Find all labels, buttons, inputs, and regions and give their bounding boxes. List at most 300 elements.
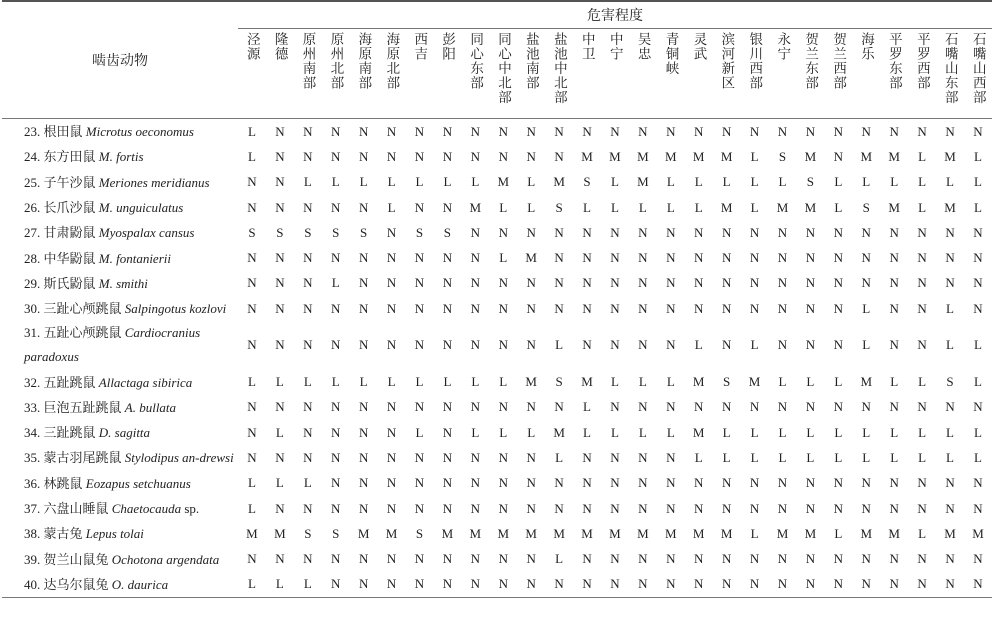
damage-level-cell: N — [414, 148, 425, 164]
damage-level-cell: N — [694, 551, 704, 567]
damage-level-cell: N — [498, 123, 508, 139]
damage-level-cell: L — [750, 424, 759, 440]
damage-level-cell: N — [694, 399, 704, 415]
damage-level-cell: N — [386, 224, 397, 240]
damage-level-cell: N — [833, 123, 844, 139]
damage-level-cell: M — [246, 525, 258, 541]
damage-level-cell: N — [470, 449, 481, 465]
region-header — [545, 29, 573, 119]
damage-level-cell: N — [582, 275, 592, 291]
damage-level-cell: L — [974, 449, 982, 465]
damage-level-cell: N — [805, 500, 816, 516]
damage-level-cell: N — [247, 250, 257, 266]
species-name-suffix: sp. — [181, 501, 200, 516]
damage-level-cell: L — [443, 174, 452, 190]
damage-level-cell: M — [469, 525, 482, 541]
damage-level-cell: N — [526, 337, 536, 353]
damage-level-cell: N — [917, 475, 927, 491]
damage-level-cell: M — [692, 148, 705, 164]
damage-level-cell: N — [470, 399, 481, 415]
species-latin-name: D. sagitta — [98, 425, 151, 441]
damage-level-cell: N — [275, 500, 285, 516]
damage-level-cell: L — [778, 374, 787, 390]
damage-level-cell: N — [777, 551, 788, 567]
damage-level-cell: L — [415, 424, 424, 440]
region-header — [266, 29, 294, 119]
damage-level-cell: N — [554, 300, 564, 316]
region-header — [489, 29, 517, 119]
region-label: 平罗西部 — [914, 32, 930, 90]
damage-level-cell: N — [414, 275, 425, 291]
damage-level-cell: N — [861, 224, 871, 240]
damage-level-cell: L — [359, 374, 368, 390]
species-number: 38. — [24, 526, 41, 542]
damage-level-cell: M — [888, 525, 900, 541]
damage-level-cell: L — [359, 174, 368, 190]
damage-level-cell: N — [303, 123, 313, 139]
damage-level-cell: N — [749, 123, 760, 139]
damage-level-cell: N — [554, 275, 564, 291]
damage-level-cell: N — [917, 337, 927, 353]
damage-level-cell: M — [888, 148, 900, 164]
damage-level-cell: L — [583, 199, 591, 215]
damage-level-cell: N — [638, 475, 648, 491]
damage-level-cell: M — [776, 199, 789, 215]
species-name-cell — [2, 496, 238, 521]
damage-level-cell: N — [769, 572, 797, 598]
damage-level-cell: L — [415, 174, 424, 190]
damage-level-cell: N — [666, 300, 676, 316]
damage-level-group-header: 危害程度 — [238, 1, 992, 29]
damage-level-cell: N — [601, 572, 629, 598]
damage-level-cell: L — [499, 374, 508, 390]
table-row — [2, 321, 992, 369]
damage-level-cell: M — [804, 525, 817, 541]
damage-level-cell: N — [386, 475, 397, 491]
damage-level-cell: L — [247, 500, 256, 516]
damage-level-cell: L — [387, 199, 396, 215]
damage-level-cell: L — [694, 337, 703, 353]
species-name-cell — [2, 420, 238, 445]
region-label: 原州北部 — [328, 32, 344, 90]
damage-level-cell: N — [526, 148, 536, 164]
damage-level-cell: L — [778, 174, 787, 190]
region-label: 同心东部 — [468, 32, 484, 90]
damage-level-cell: N — [973, 300, 983, 316]
damage-level-cell: N — [442, 399, 453, 415]
damage-level-cell: N — [638, 399, 648, 415]
damage-level-cell: N — [777, 224, 788, 240]
table-row — [2, 296, 992, 321]
damage-level-cell: N — [331, 337, 341, 353]
damage-level-cell: S — [332, 224, 340, 240]
table-row — [2, 220, 992, 245]
damage-level-cell: N — [805, 123, 816, 139]
damage-level-cell: N — [414, 500, 425, 516]
damage-level-cell: N — [275, 123, 285, 139]
damage-level-cell: N — [721, 224, 732, 240]
damage-level-cell: N — [610, 500, 620, 516]
damage-level-cell: S — [443, 224, 452, 240]
region-label: 永宁 — [775, 32, 791, 61]
damage-level-cell: N — [666, 399, 676, 415]
damage-level-cell: N — [749, 551, 760, 567]
damage-level-cell: N — [554, 399, 564, 415]
damage-level-cell: L — [834, 374, 843, 390]
damage-level-cell: N — [889, 224, 899, 240]
damage-level-cell: L — [694, 199, 703, 215]
damage-level-cell: S — [806, 174, 815, 190]
damage-level-cell: L — [610, 174, 619, 190]
damage-level-cell: N — [433, 572, 461, 598]
damage-level-cell: L — [862, 424, 871, 440]
region-header — [936, 29, 964, 119]
damage-level-cell: L — [555, 551, 564, 567]
damage-level-cell: N — [526, 275, 536, 291]
species-chinese-name: 贺兰山鼠兔 — [43, 551, 109, 567]
damage-level-cell: N — [610, 250, 620, 266]
damage-level-cell: L — [974, 424, 982, 440]
damage-level-cell: N — [889, 337, 899, 353]
species-chinese-name: 五趾跳鼠 — [43, 374, 96, 390]
damage-level-cell: N — [917, 224, 927, 240]
damage-level-cell: L — [294, 572, 322, 598]
damage-level-cell: N — [861, 475, 871, 491]
damage-level-cell: N — [889, 250, 899, 266]
damage-level-cell: N — [358, 199, 369, 215]
damage-level-cell: L — [610, 424, 619, 440]
damage-level-cell: N — [805, 224, 816, 240]
damage-level-cell: N — [442, 199, 453, 215]
damage-level-cell: L — [974, 337, 982, 353]
species-number: 27. — [24, 225, 41, 241]
damage-level-cell: N — [414, 551, 425, 567]
damage-level-cell: N — [386, 123, 397, 139]
region-label: 泾源 — [244, 32, 260, 61]
damage-level-cell: N — [303, 337, 313, 353]
damage-level-cell: N — [554, 500, 564, 516]
damage-level-cell: N — [442, 551, 453, 567]
region-header — [852, 29, 880, 119]
damage-level-cell: L — [331, 374, 340, 390]
species-number: 29. — [24, 275, 41, 291]
damage-level-cell: N — [666, 449, 676, 465]
species-number: 25. — [24, 174, 41, 190]
region-label: 同心中北部 — [496, 32, 511, 105]
species-latin-name: Meriones meridianus — [98, 174, 210, 190]
damage-level-cell: S — [304, 525, 312, 541]
damage-level-cell: N — [833, 300, 844, 316]
region-label: 银川西部 — [747, 32, 763, 90]
table-row — [2, 245, 992, 270]
species-name-cell — [2, 271, 238, 296]
damage-level-cell: N — [666, 551, 676, 567]
region-header — [629, 29, 657, 119]
region-header — [294, 29, 322, 119]
damage-level-cell: M — [665, 525, 677, 541]
damage-level-cell: N — [331, 475, 341, 491]
damage-level-cell: M — [637, 148, 649, 164]
damage-level-cell: N — [303, 148, 313, 164]
damage-level-cell: N — [833, 250, 844, 266]
damage-level-cell: N — [573, 572, 601, 598]
damage-level-cell: N — [777, 399, 788, 415]
species-chinese-name: 蒙古羽尾跳鼠 — [43, 449, 122, 465]
damage-level-cell: N — [331, 449, 341, 465]
damage-level-cell: N — [713, 572, 741, 598]
damage-level-cell: N — [275, 250, 285, 266]
region-label: 西吉 — [412, 32, 428, 61]
species-latin-name: M. unguiculatus — [98, 200, 184, 216]
damage-level-cell: N — [889, 123, 899, 139]
damage-level-cell: M — [274, 525, 286, 541]
damage-level-cell: N — [749, 250, 760, 266]
damage-level-cell: L — [275, 374, 284, 390]
damage-level-cell: N — [331, 250, 341, 266]
region-header — [461, 29, 489, 119]
damage-level-cell: L — [918, 374, 927, 390]
region-label: 海乐 — [858, 32, 874, 61]
damage-level-cell: L — [247, 374, 256, 390]
damage-level-cell: N — [526, 475, 536, 491]
damage-level-cell: S — [555, 374, 563, 390]
species-latin-name: Eozapus setchuanus — [85, 475, 191, 491]
damage-level-cell: N — [610, 275, 620, 291]
damage-level-cell: N — [331, 424, 341, 440]
damage-level-cell: N — [358, 250, 369, 266]
damage-level-cell: N — [247, 174, 257, 190]
damage-level-cell: N — [442, 275, 453, 291]
species-chinese-name: 东方田鼠 — [43, 149, 96, 165]
region-label: 盐池南部 — [523, 32, 539, 90]
damage-level-cell: N — [470, 475, 481, 491]
damage-level-cell: L — [918, 199, 927, 215]
damage-level-cell: N — [721, 250, 732, 266]
species-chinese-name: 林跳鼠 — [43, 475, 83, 491]
damage-level-cell: N — [582, 449, 592, 465]
region-label: 中宁 — [607, 32, 623, 61]
damage-level-cell: N — [666, 250, 676, 266]
damage-level-cell: N — [470, 224, 481, 240]
damage-level-cell: M — [637, 174, 649, 190]
damage-level-cell: N — [275, 399, 285, 415]
damage-level-cell: M — [860, 148, 873, 164]
damage-level-cell: L — [890, 449, 899, 465]
damage-level-cell: L — [834, 174, 843, 190]
region-header — [741, 29, 769, 119]
damage-level-cell: N — [610, 551, 620, 567]
damage-level-cell: N — [414, 449, 425, 465]
region-header — [238, 29, 266, 119]
damage-level-cell: L — [331, 275, 340, 291]
damage-level-cell: L — [555, 337, 564, 353]
damage-level-cell: N — [694, 275, 704, 291]
damage-level-cell: L — [638, 424, 647, 440]
damage-level-cell: N — [945, 399, 955, 415]
damage-level-cell: N — [861, 500, 871, 516]
damage-level-cell: N — [247, 424, 257, 440]
damage-level-cell: S — [304, 224, 312, 240]
damage-level-cell: N — [414, 475, 425, 491]
damage-level-cell: L — [247, 148, 256, 164]
damage-level-cell: N — [526, 399, 536, 415]
damage-level-cell: N — [749, 224, 760, 240]
damage-level-cell: M — [525, 250, 537, 266]
damage-level-cell: L — [750, 174, 759, 190]
species-number: 36. — [24, 475, 41, 491]
damage-level-cell: N — [917, 275, 927, 291]
damage-level-cell: M — [609, 148, 621, 164]
species-chinese-name: 六盘山睡鼠 — [43, 501, 109, 516]
species-latin-name: Allactaga sibirica — [98, 374, 193, 390]
species-chinese-name: 根田鼠 — [43, 124, 83, 140]
damage-level-cell: N — [358, 399, 369, 415]
species-number: 26. — [24, 200, 41, 216]
damage-level-cell: N — [805, 475, 816, 491]
species-latin-name: M. smithi — [98, 275, 148, 291]
damage-level-cell: L — [247, 475, 256, 491]
damage-level-cell: N — [777, 300, 788, 316]
damage-level-cell: N — [610, 337, 620, 353]
species-name-cell — [2, 445, 238, 470]
species-number: 37. — [24, 501, 41, 516]
damage-level-cell: M — [944, 525, 956, 541]
region-header — [796, 29, 824, 119]
damage-level-cell: N — [805, 250, 816, 266]
species-number: 34. — [24, 425, 41, 441]
damage-level-cell: S — [332, 525, 340, 541]
damage-level-cell: S — [583, 174, 591, 190]
damage-level-cell: N — [694, 300, 704, 316]
damage-level-cell: L — [974, 174, 982, 190]
species-chinese-name: 三趾跳鼠 — [43, 425, 96, 441]
table-row — [2, 521, 992, 546]
damage-level-cell: L — [303, 174, 312, 190]
damage-level-cell: L — [666, 424, 675, 440]
species-chinese-name: 斯氏鼢鼠 — [43, 275, 96, 291]
damage-level-cell: S — [862, 199, 870, 215]
damage-level-cell: N — [666, 475, 676, 491]
damage-level-cell: N — [582, 250, 592, 266]
damage-level-cell: L — [890, 374, 899, 390]
damage-level-cell: N — [638, 123, 648, 139]
damage-level-cell: L — [862, 449, 871, 465]
region-label: 彭阳 — [440, 32, 456, 61]
species-name-cell — [2, 296, 238, 321]
damage-level-cell: L — [834, 525, 843, 541]
damage-level-cell: L — [778, 424, 787, 440]
damage-level-cell: L — [238, 572, 266, 598]
damage-level-cell: L — [750, 449, 759, 465]
damage-level-cell: N — [582, 475, 592, 491]
damage-level-cell: N — [582, 123, 592, 139]
damage-level-cell: N — [358, 300, 369, 316]
species-name-cell — [2, 321, 238, 369]
species-chinese-name: 甘肃鼢鼠 — [43, 225, 96, 241]
region-header — [322, 29, 350, 119]
damage-level-cell: L — [387, 374, 396, 390]
damage-level-cell: N — [833, 399, 844, 415]
table-row — [2, 471, 992, 496]
damage-level-cell: N — [610, 123, 620, 139]
damage-level-cell: N — [275, 300, 285, 316]
damage-level-cell: N — [303, 551, 313, 567]
species-number: 40. — [24, 576, 41, 592]
damage-level-cell: M — [944, 199, 956, 215]
damage-level-cell: M — [860, 525, 873, 541]
damage-level-cell: L — [946, 337, 954, 353]
damage-level-cell: L — [946, 424, 954, 440]
damage-level-cell: L — [247, 123, 256, 139]
region-header — [657, 29, 685, 119]
region-header — [433, 29, 461, 119]
damage-level-cell: N — [945, 275, 955, 291]
damage-level-cell: M — [692, 525, 705, 541]
damage-level-cell: N — [498, 275, 508, 291]
damage-level-cell: L — [778, 449, 787, 465]
damage-level-cell: N — [945, 224, 955, 240]
species-number: 31. — [24, 325, 41, 341]
damage-level-cell: N — [303, 199, 313, 215]
damage-level-cell: N — [917, 500, 927, 516]
damage-level-cell: N — [386, 500, 397, 516]
species-name-cell — [2, 170, 238, 195]
damage-level-cell: N — [554, 224, 564, 240]
damage-level-cell: N — [973, 250, 983, 266]
damage-level-cell: N — [358, 148, 369, 164]
damage-level-cell: L — [862, 174, 871, 190]
rodent-damage-table — [2, 0, 992, 598]
damage-level-cell: N — [442, 300, 453, 316]
damage-level-cell: N — [414, 250, 425, 266]
damage-level-cell: N — [749, 475, 760, 491]
damage-level-cell: N — [526, 300, 536, 316]
damage-level-cell: N — [805, 551, 816, 567]
damage-level-cell: M — [748, 374, 761, 390]
table-row — [2, 546, 992, 571]
damage-level-cell: N — [749, 399, 760, 415]
damage-level-cell: M — [972, 525, 984, 541]
damage-level-cell: N — [498, 551, 508, 567]
damage-level-cell: N — [973, 399, 983, 415]
damage-level-cell: N — [833, 475, 844, 491]
damage-level-cell: N — [386, 250, 397, 266]
damage-level-cell: N — [917, 250, 927, 266]
species-latin-name: A. bullata — [124, 399, 177, 415]
damage-level-cell: L — [834, 449, 843, 465]
species-name-cell — [2, 144, 238, 169]
damage-level-cell: N — [777, 123, 788, 139]
damage-level-cell: N — [526, 449, 536, 465]
damage-level-cell: L — [974, 374, 982, 390]
damage-level-cell: L — [555, 449, 564, 465]
damage-level-cell: M — [469, 199, 482, 215]
damage-level-cell: N — [917, 399, 927, 415]
region-header — [573, 29, 601, 119]
region-header — [824, 29, 852, 119]
species-number: 23. — [24, 124, 41, 140]
damage-level-cell: N — [749, 500, 760, 516]
damage-level-cell: L — [974, 148, 982, 164]
species-number: 30. — [24, 300, 41, 316]
damage-level-cell: N — [861, 399, 871, 415]
damage-level-cell: M — [525, 525, 537, 541]
damage-level-cell: N — [303, 449, 313, 465]
damage-level-cell: N — [247, 300, 257, 316]
damage-level-cell: L — [443, 374, 452, 390]
damage-level-cell: N — [833, 275, 844, 291]
damage-level-cell: N — [247, 449, 257, 465]
